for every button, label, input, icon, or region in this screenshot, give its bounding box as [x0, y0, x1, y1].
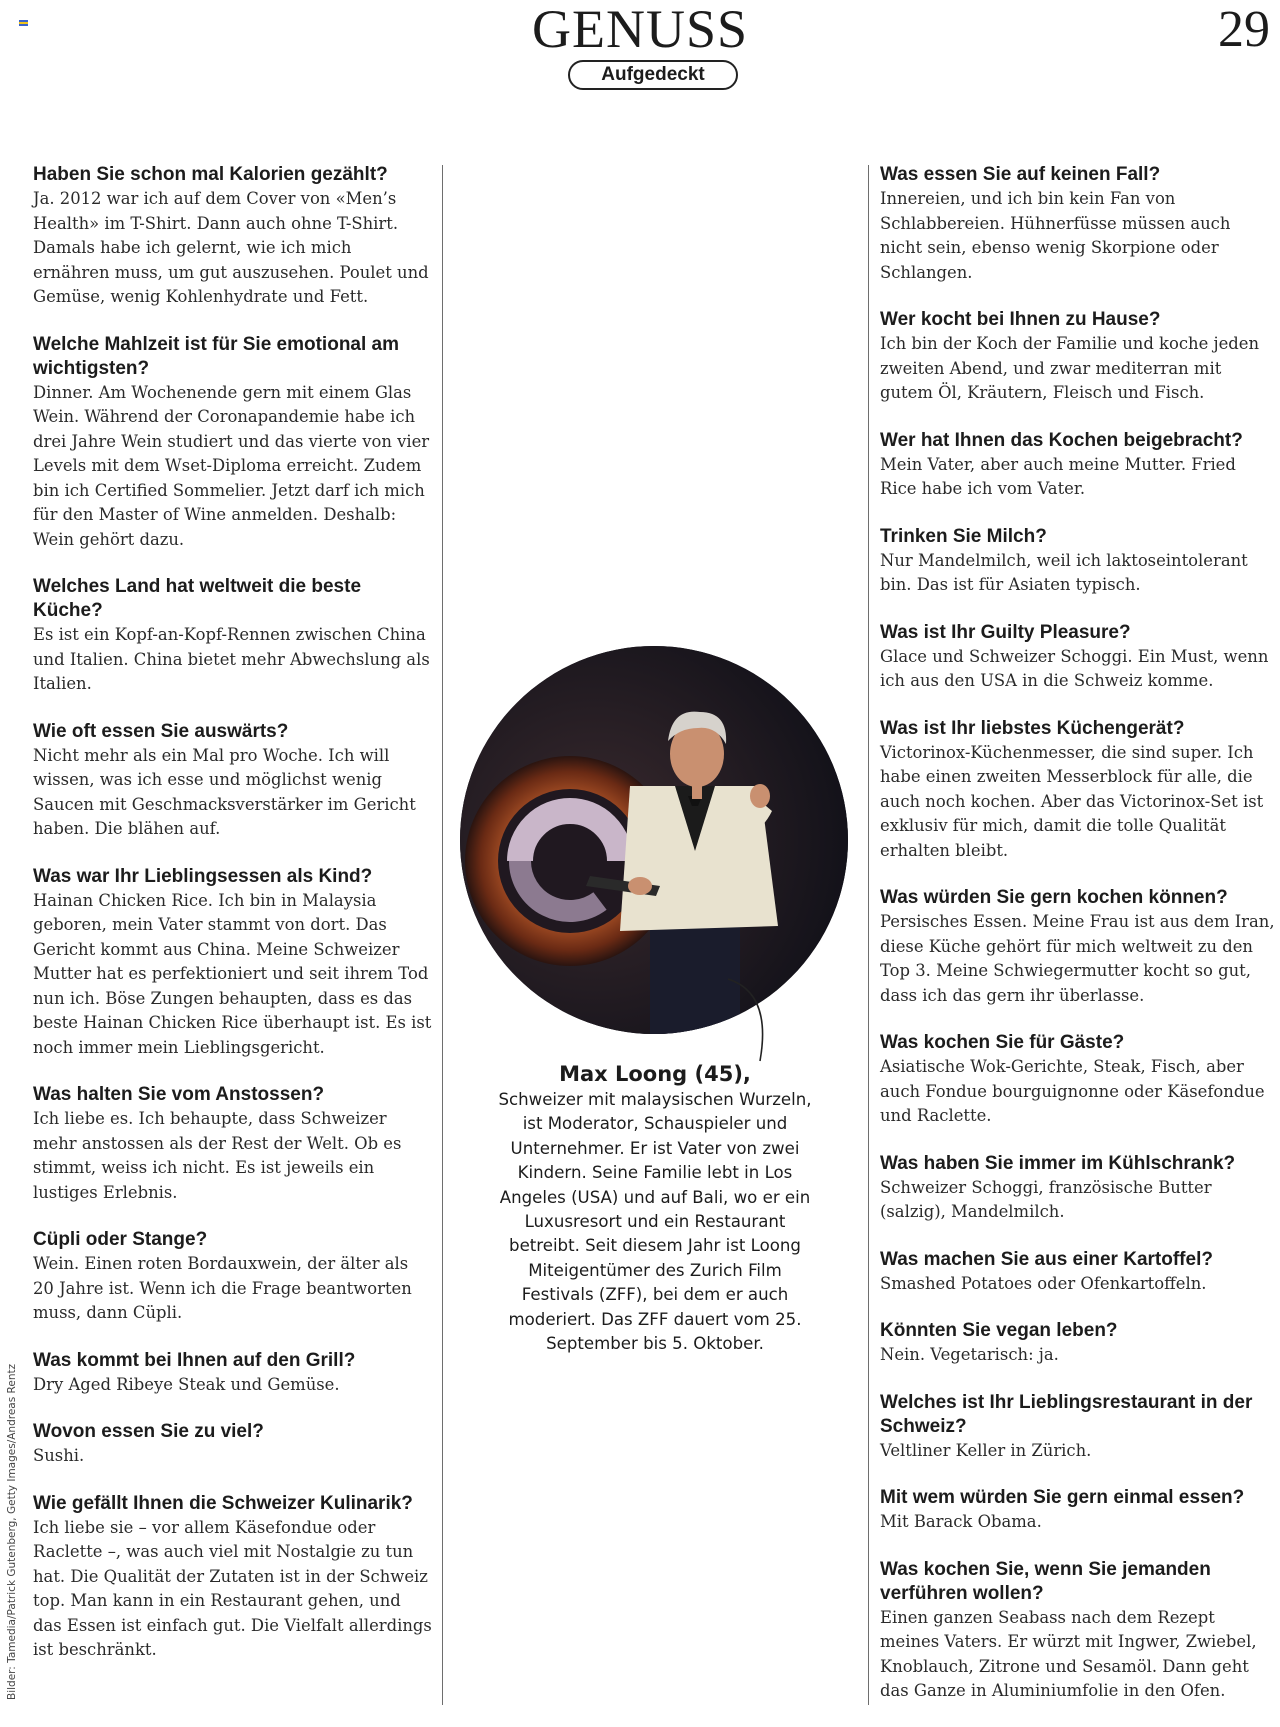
page-number: 29 — [1218, 1, 1270, 58]
qa-item — [880, 1152, 1276, 1225]
answer: Nein. Vegetarisch: ja. — [880, 1345, 1059, 1364]
question: Wer kocht bei Ihnen zu Hause? — [880, 309, 1161, 330]
qa-item — [880, 163, 1276, 285]
answer: Nicht mehr als ein Mal pro Woche. Ich will wissen, was ich esse und möglichst wenig Saucen mit Geschmacksverstärker im Gericht haben. Die blähen auf. — [33, 745, 416, 838]
question: Wie gefällt Ihnen die Schweizer Kulinarik? — [33, 1492, 413, 1514]
answer: Sushi. — [33, 1446, 85, 1465]
qa-item — [880, 621, 1276, 694]
question: Mit wem würden Sie gern einmal essen? — [880, 1487, 1245, 1508]
answer: Ich bin der Koch der Familie und koche jeden zweiten Abend, und zwar mediterran mit gutem Öl, Kräutern, Fleisch und Fisch. — [880, 334, 1260, 402]
question: Trinken Sie Milch? — [880, 525, 1047, 547]
answer: Einen ganzen Seabass nach dem Rezept meines Vaters. Er würzt mit Ingwer, Zwiebel, Knoblauch, Zitrone und Sesamöl. Dann geht das Ganze in Aluminiumfolie in den Ofen. — [880, 1607, 1257, 1700]
caption-pointer-line — [720, 975, 780, 1065]
answer: Es ist ein Kopf-an-Kopf-Rennen zwischen China und Italien. China bietet mehr Abwechslung als Italien. — [33, 625, 430, 693]
qa-item — [880, 886, 1276, 1008]
qa-item — [33, 575, 433, 697]
answer: Smashed Potatoes oder Ofenkartoffeln. — [880, 1273, 1207, 1293]
qa-item — [880, 1391, 1276, 1464]
question: Welche Mahlzeit ist für Sie emotional am wichtigsten? — [33, 333, 400, 379]
question: Was war Ihr Lieblingsessen als Kind? — [33, 865, 373, 887]
answer: Nur Mandelmilch, weil ich laktoseintolerant bin. Das ist für Asiaten typisch. — [880, 550, 1248, 594]
question: Was kommt bei Ihnen auf den Grill? — [33, 1349, 356, 1371]
answer: Hainan Chicken Rice. Ich bin in Malaysia geboren, mein Vater stammt von dort. Das Gericht kommt aus China. Meine Schweizer Mutter hat es perfektioniert und seit ihrem Tod nun ich. Böse Zungen behaupten, dass es das beste Hainan Chicken Rice überhaupt ist. Es ist noch immer mein Lieblingsgericht. — [33, 890, 432, 1057]
answer: Glace und Schweizer Schoggi. Ein Must, wenn ich aus den USA in die Schweiz komme. — [880, 646, 1269, 690]
question: Was würden Sie gern kochen können? — [880, 887, 1228, 908]
question: Was haben Sie immer im Kühlschrank? — [880, 1152, 1236, 1174]
portrait-illustration — [460, 646, 848, 1034]
qa-item — [33, 865, 433, 1061]
left-column — [33, 163, 433, 1686]
answer: Asiatische Wok-Gerichte, Steak, Fisch, aber auch Fondue bourguignonne oder Käsefondue und Raclette. — [880, 1057, 1265, 1125]
question: Was ist Ihr liebstes Küchengerät? — [880, 717, 1185, 739]
qa-item — [33, 1228, 433, 1326]
qa-item — [880, 1558, 1276, 1704]
right-column — [880, 163, 1276, 1727]
question: Was essen Sie auf keinen Fall? — [880, 164, 1161, 185]
answer: Veltliner Keller in Zürich. — [880, 1440, 1092, 1460]
qa-item — [33, 1420, 433, 1469]
qa-item — [33, 720, 433, 842]
question: Wie oft essen Sie auswärts? — [33, 720, 289, 742]
answer: Ich liebe es. Ich behaupte, dass Schweizer mehr anstossen als der Rest der Welt. Ob es stimmt, weiss ich nicht. Es ist jeweils ein lustiges Erlebnis. — [33, 1109, 402, 1202]
answer: Dry Aged Ribeye Steak und Gemüse. — [33, 1374, 340, 1394]
section-title: GENUSS — [531, 0, 749, 59]
qa-item — [880, 308, 1276, 406]
question: Wer hat Ihnen das Kochen beigebracht? — [880, 429, 1243, 451]
question: Was halten Sie vom Anstossen? — [33, 1084, 325, 1105]
qa-item — [880, 1031, 1276, 1129]
question: Was ist Ihr Guilty Pleasure? — [880, 621, 1131, 643]
qa-item — [880, 717, 1276, 864]
portrait-photo — [460, 646, 848, 1034]
answer: Mit Barack Obama. — [880, 1512, 1042, 1531]
caption-text: Schweizer mit malaysischen Wurzeln, ist Moderator, Schauspieler und Unternehmer. Er ist Vater von zwei Kindern. Seine Familie lebt in Los Angeles (USA) und auf Bali, wo er ein Luxusresort und ein Restaurant betreibt. Seit diesem Jahr ist Loong Miteigentümer des Zurich Film Festivals (ZFF), bei dem er auch moderiert. Das ZFF dauert vom 25. September bis 5. Oktober. — [498, 1090, 812, 1354]
qa-item — [880, 429, 1276, 502]
answer: Ich liebe sie – vor allem Käsefondue oder Raclette –, was auch viel mit Nostalgie zu tun hat. Die Qualität der Zutaten ist in der Schweiz top. Man kann in ein Restaurant gehen, und das Essen ist einfach gut. Die Vielfalt allerdings ist beschränkt. — [33, 1517, 432, 1659]
question: Cüpli oder Stange? — [33, 1229, 208, 1250]
photo-credit: Bilder: Tamedia/Patrick Gutenberg, Getty Images/Andreas Rentz — [6, 1363, 18, 1700]
photo-caption — [490, 1060, 820, 1356]
qa-item — [33, 1349, 433, 1398]
question: Was kochen Sie für Gäste? — [880, 1032, 1125, 1053]
answer: Wein. Einen roten Bordauxwein, der älter als 20 Jahre ist. Wenn ich die Frage beantworten muss, dann Cüpli. — [33, 1254, 412, 1322]
answer: Victorinox-Küchenmesser, die sind super. Ich habe einen zweiten Messerblock für alle, die auch noch kochen. Aber das Victorinox-Set ist exklusiv für mich, damit die tolle Qualität erhalten bleibt. — [880, 742, 1264, 860]
qa-item — [33, 1083, 433, 1205]
question: Welches Land hat weltweit die beste Küche? — [33, 576, 362, 621]
question: Was machen Sie aus einer Kartoffel? — [880, 1248, 1213, 1270]
answer: Schweizer Schoggi, französische Butter (salzig), Mandelmilch. — [880, 1177, 1212, 1221]
caption-name: Max Loong (45), — [559, 1062, 751, 1086]
question: Haben Sie schon mal Kalorien gezählt? — [33, 164, 388, 185]
qa-item — [33, 1492, 433, 1663]
rubric-badge: Aufgedeckt — [568, 60, 738, 90]
answer: Persisches Essen. Meine Frau ist aus dem Iran, diese Küche gehört für mich weltweit zu den Top 3. Meine Schwiegermutter kocht so gut, dass ich das gern ihr überlasse. — [880, 912, 1275, 1005]
answer: Mein Vater, aber auch meine Mutter. Fried Rice habe ich vom Vater. — [880, 454, 1236, 498]
column-divider-left — [442, 165, 443, 1705]
column-divider-right — [868, 165, 869, 1705]
question: Welches ist Ihr Lieblingsrestaurant in der Schweiz? — [880, 1391, 1253, 1437]
qa-item — [880, 1248, 1276, 1297]
qa-item — [880, 1486, 1276, 1535]
question: Was kochen Sie, wenn Sie jemanden verführen wollen? — [880, 1558, 1211, 1604]
answer: Ja. 2012 war ich auf dem Cover von «Men’s Health» im T-Shirt. Dann auch ohne T-Shirt. Damals habe ich gelernt, wie ich mich ernähren muss, um gut auszusehen. Poulet und Gemüse, wenig Kohlenhydrate und Fett. — [33, 189, 429, 306]
question: Wovon essen Sie zu viel? — [33, 1421, 264, 1442]
qa-item — [880, 1319, 1276, 1368]
answer: Innereien, und ich bin kein Fan von Schlabbereien. Hühnerfüsse müssen auch nicht sein, ebenso wenig Skorpione oder Schlangen. — [880, 189, 1231, 282]
answer: Dinner. Am Wochenende gern mit einem Glas Wein. Während der Coronapandemie habe ich drei Jahre Wein studiert und das vierte von vier Levels mit dem Wset-Diploma erreicht. Zudem bin ich Certified Sommelier. Jetzt darf ich mich für den Master of Wine anmelden. Deshalb: Wein gehört dazu. — [33, 382, 430, 549]
qa-item — [33, 163, 433, 310]
qa-item — [880, 525, 1276, 598]
question: Könnten Sie vegan leben? — [880, 1320, 1118, 1341]
qa-item — [33, 333, 433, 553]
